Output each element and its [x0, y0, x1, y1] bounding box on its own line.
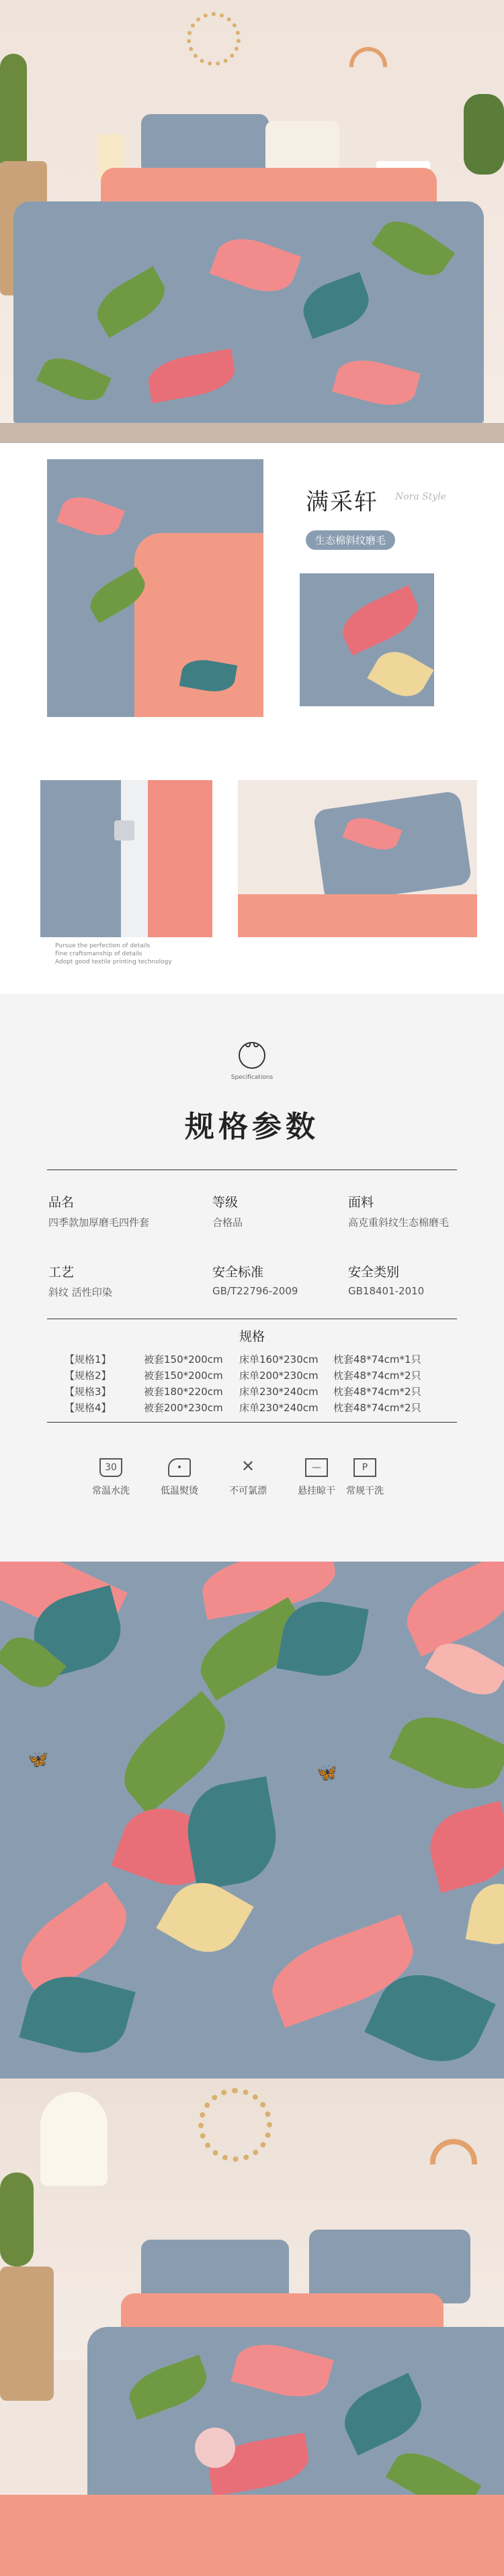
detail-caption-2: Fine craftsmanship of details [55, 951, 142, 957]
detail-collage [0, 443, 504, 994]
specs-icon-caption: Specifications [230, 1074, 274, 1081]
wash-30-icon: 30 [99, 1458, 122, 1477]
leaf-motif [230, 2336, 333, 2405]
peach-sheet [238, 894, 477, 937]
leaf-motif [367, 643, 433, 705]
sunburst-mirror [187, 12, 241, 66]
fabric-closeup-photo [300, 573, 434, 706]
field-label-fabric: 面料 [348, 1195, 374, 1210]
field-value-product: 四季款加厚磨毛四件套 [48, 1217, 150, 1229]
size-name: 【规格4】 [65, 1402, 112, 1414]
leaf-motif [466, 1880, 504, 1949]
leaf-motif [335, 585, 425, 655]
leaf-motif [210, 230, 302, 301]
fabric-fold [40, 780, 128, 937]
brand-name: 满采轩 [306, 489, 378, 516]
detail-caption-1: Pursue the perfection of details [55, 943, 151, 949]
care-label-iron: 低温熨烫 [161, 1486, 198, 1496]
leaf-motif [422, 1801, 504, 1893]
tagline-text: 生态棉斜纹磨毛 [315, 534, 386, 546]
zipper-pull [114, 820, 134, 841]
care-label-bleach: 不可氯漂 [229, 1486, 267, 1496]
size-duvet: 被套150*200cm [144, 1353, 223, 1366]
hang-dry-icon: — [305, 1458, 328, 1477]
sunburst-mirror [198, 2088, 272, 2162]
dry-clean-icon: P [353, 1458, 376, 1477]
divider-bottom [47, 1422, 457, 1423]
bedroom-photo [0, 2079, 504, 2576]
size-duvet: 被套180*220cm [144, 1386, 223, 1398]
bunny-ear-right [253, 1042, 259, 1047]
field-value-safety-class: GB18401-2010 [348, 1285, 425, 1297]
size-name: 【规格2】 [65, 1370, 112, 1382]
field-label-safety-class: 安全类别 [348, 1265, 400, 1280]
hero-photo [0, 0, 504, 443]
pillow-detail-photo [238, 780, 477, 937]
size-pillow: 枕套48*74cm*2只 [333, 1386, 421, 1398]
no-bleach-icon: ✕ [241, 1457, 255, 1476]
field-label-grade: 等级 [212, 1195, 239, 1210]
brand-tagline [306, 530, 395, 550]
plant-right [464, 94, 504, 175]
leaf-motif [332, 352, 420, 412]
field-value-grade: 合格品 [212, 1217, 243, 1229]
field-value-craft: 斜纹 活性印染 [48, 1286, 112, 1298]
armchair [0, 2267, 54, 2401]
size-duvet: 被套200*230cm [144, 1402, 223, 1414]
size-pillow: 枕套48*74cm*2只 [333, 1370, 421, 1382]
pillow-left [141, 114, 269, 175]
plant-decor [0, 54, 27, 175]
bed-corner-photo [47, 459, 263, 717]
pattern-closeup-photo [0, 1562, 504, 2079]
bunny-logo-icon [239, 1042, 265, 1069]
zipper-detail-photo [40, 780, 212, 937]
size-name: 【规格1】 [65, 1353, 112, 1366]
detail-caption-3: Adopt good textile printing technology [55, 959, 172, 965]
size-sheet: 床单230*240cm [239, 1402, 319, 1414]
peony-flower [195, 2428, 235, 2468]
field-label-safety-standard: 安全标准 [212, 1265, 264, 1280]
size-duvet: 被套150*200cm [144, 1370, 223, 1382]
leaf-motif [388, 1703, 504, 1803]
leaf-motif [396, 1562, 504, 1657]
leaf-motif [180, 1776, 284, 1891]
care-label-dry: 悬挂晾干 [298, 1486, 335, 1496]
sizes-title: 规格 [239, 1329, 265, 1344]
care-label-dryclean: 常规干洗 [346, 1486, 384, 1496]
bed-sheet [0, 2495, 504, 2576]
leaf-motif [145, 348, 238, 403]
field-value-fabric: 高克重斜纹生态棉磨毛 [348, 1217, 450, 1229]
size-sheet: 床单200*230cm [239, 1370, 319, 1382]
floor [0, 423, 504, 443]
butterfly-icon: 🦋 [27, 1750, 49, 1770]
leaf-motif [89, 267, 173, 338]
leaf-motif [335, 2373, 431, 2455]
leaf-motif [36, 350, 112, 409]
plant-decor [0, 2173, 34, 2267]
brand-script: Nora Style [395, 491, 447, 502]
butterfly-icon: 🦋 [316, 1763, 338, 1783]
size-sheet: 床单160*230cm [239, 1353, 319, 1366]
care-label-wash: 常温水洗 [92, 1486, 130, 1496]
zipper-strip [121, 780, 148, 937]
size-pillow: 枕套48*74cm*2只 [333, 1402, 421, 1414]
leaf-motif [123, 2354, 212, 2420]
leaf-motif [372, 211, 456, 286]
field-value-safety-standard: GB/T22796-2009 [212, 1285, 298, 1297]
size-name: 【规格3】 [65, 1386, 112, 1398]
leaf-motif [296, 272, 376, 339]
leaf-motif [56, 490, 125, 542]
pillow-right [309, 2230, 470, 2303]
low-iron-icon: • [168, 1458, 191, 1477]
lamp [40, 2092, 108, 2186]
bunny-ear-left [245, 1042, 251, 1047]
size-pillow: 枕套48*74cm*1只 [333, 1353, 421, 1366]
size-sheet: 床单230*240cm [239, 1386, 319, 1398]
duvet [13, 201, 484, 423]
specs-title: 规格参数 [185, 1110, 319, 1144]
field-label-product: 品名 [48, 1195, 75, 1210]
specifications-section [0, 994, 504, 1562]
field-label-craft: 工艺 [48, 1265, 75, 1280]
pillow-dotted [265, 121, 339, 175]
